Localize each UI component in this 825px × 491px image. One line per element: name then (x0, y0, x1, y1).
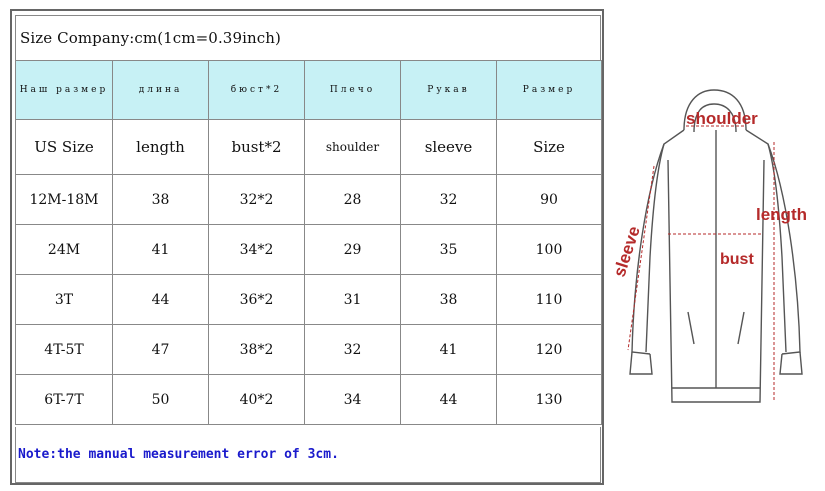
table-cell: 29 (305, 225, 401, 275)
table-cell: 41 (401, 325, 497, 375)
table-cell: 38 (401, 275, 497, 325)
table-cell: 38*2 (209, 325, 305, 375)
subheader-length: length (113, 120, 209, 175)
table-cell: 41 (113, 225, 209, 275)
table-row (16, 225, 602, 275)
subheader-size: Size (497, 120, 602, 175)
header-our-size: Наш размер (16, 61, 113, 120)
table-cell: 31 (305, 275, 401, 325)
header-sleeve: Рукав (401, 61, 497, 120)
table-cell: 34*2 (209, 225, 305, 275)
header-row-english (16, 120, 602, 175)
table-cell: 40*2 (209, 375, 305, 425)
table-cell: 44 (113, 275, 209, 325)
table-cell: 120 (497, 325, 602, 375)
table-cell: 36*2 (209, 275, 305, 325)
table-cell: 32 (401, 175, 497, 225)
table-row (16, 325, 602, 375)
table-cell: 110 (497, 275, 602, 325)
header-size: Размер (497, 61, 602, 120)
subheader-bust: bust*2 (209, 120, 305, 175)
measurement-note: Note:the manual measurement error of 3cm. (15, 427, 601, 483)
table-cell: 90 (497, 175, 602, 225)
table-cell: 38 (113, 175, 209, 225)
subheader-shoulder: shoulder (305, 120, 401, 175)
header-length: длина (113, 61, 209, 120)
table-cell: 4T-5T (16, 325, 113, 375)
table-cell: 24M (16, 225, 113, 275)
header-row-russian (16, 61, 602, 120)
table-cell: 100 (497, 225, 602, 275)
table-cell: 3T (16, 275, 113, 325)
subheader-sleeve: sleeve (401, 120, 497, 175)
hoodie-outline (630, 90, 802, 402)
table-cell: 28 (305, 175, 401, 225)
table-cell: 50 (113, 375, 209, 425)
table-cell: 6T-7T (16, 375, 113, 425)
table-cell: 35 (401, 225, 497, 275)
table-cell: 47 (113, 325, 209, 375)
jacket-measurement-diagram (606, 82, 821, 412)
subheader-us-size: US Size (16, 120, 113, 175)
table-cell: 130 (497, 375, 602, 425)
sleeve-label: sleeve (609, 223, 644, 280)
table-cell: 12M-18M (16, 175, 113, 225)
size-table (15, 60, 602, 425)
table-cell: 32*2 (209, 175, 305, 225)
table-row (16, 175, 602, 225)
shoulder-label: shoulder (686, 109, 758, 128)
header-bust: бюст*2 (209, 61, 305, 120)
table-cell: 34 (305, 375, 401, 425)
table-cell: 32 (305, 325, 401, 375)
header-shoulder: Плечо (305, 61, 401, 120)
bust-label: bust (720, 251, 754, 268)
size-chart-title: Size Company:cm(1cm=0.39inch) (15, 15, 601, 60)
table-row (16, 275, 602, 325)
table-row (16, 375, 602, 425)
table-cell: 44 (401, 375, 497, 425)
size-chart (15, 15, 601, 483)
length-label: length (756, 205, 807, 224)
